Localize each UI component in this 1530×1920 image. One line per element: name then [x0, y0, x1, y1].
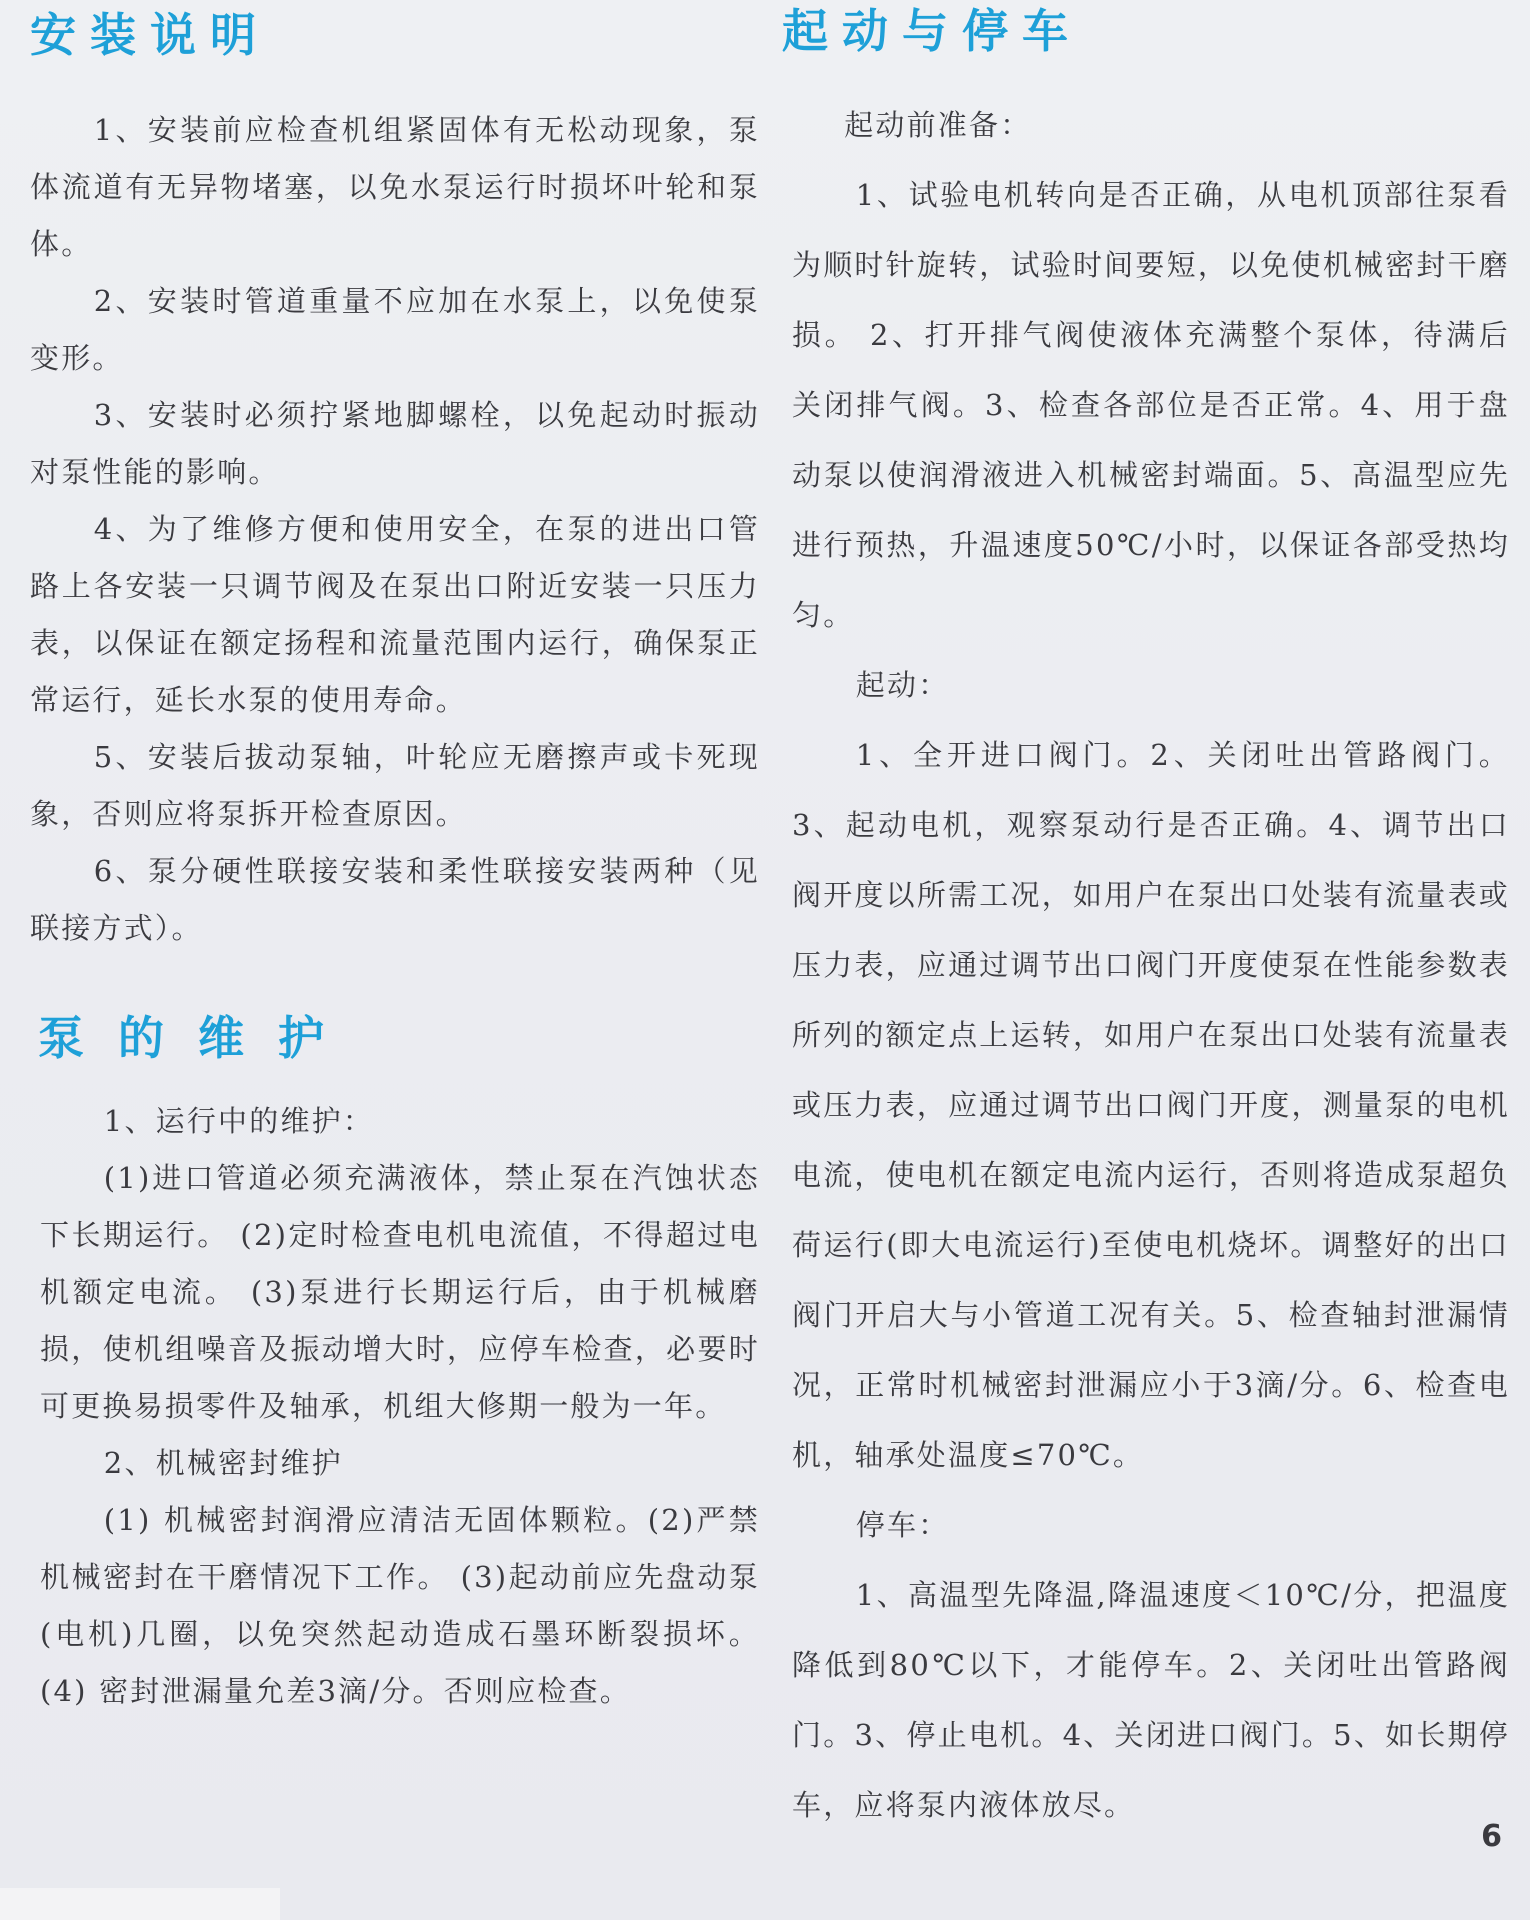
right-column: [782, 0, 1510, 1854]
installation-item-3: 3、安装时必须拧紧地脚螺栓，以免起动时振动对泵性能的影响。: [30, 398, 760, 489]
stop-label: 停车：: [855, 1508, 950, 1542]
installation-list: [30, 102, 760, 957]
startstop-sections: [792, 90, 1510, 1840]
installation-item-5: 5、安装后拔动泵轴，叶轮应无磨擦声或卡死现象，否则应将泵拆开检查原因。: [30, 740, 760, 831]
stop-text: 1、高温型先降温,降温速度＜10℃/分，把温度降低到80℃以下，才能停车。2、关闭吐出管路阀门。3、停止电机。4、关闭进口阀门。5、如长期停车，应将泵内液体放尽。: [792, 1578, 1510, 1822]
startstop-heading: 起动与停车: [782, 4, 1082, 58]
left-column: [30, 0, 760, 1720]
maintenance-section-1-text: (1)进口管道必须充满液体，禁止泵在汽蚀状态下长期运行。 (2)定时检查电机电流值，不得超过电机额定电流。 (3)泵进行长期运行后，由于机械磨损，使机组噪音及振动增大时，应停车检查，必要时可更换易损零件及轴承，机组大修期一般为一年。: [40, 1161, 760, 1423]
installation-item-2: 2、安装时管道重量不应加在水泵上，以免使泵变形。: [30, 284, 760, 375]
start-text: 1、全开进口阀门。2、关闭吐出管路阀门。3、起动电机，观察泵动行是否正确。4、调节出口阀开度以所需工况，如用户在泵出口处装有流量表或压力表，应通过调节出口阀门开度使泵在性能参数表所列的额定点上运转，如用户在泵出口处装有流量表或压力表，应通过调节出口阀门开度，测量泵的电机电流，使电机在额定电流内运行，否则将造成泵超负荷运行(即大电流运行)至使电机烧坏。调整好的出口阀门开启大与小管道工况有关。5、检查轴封泄漏情况，正常时机械密封泄漏应小于3滴/分。6、检查电机，轴承处温度≤70℃。: [792, 738, 1510, 1472]
maintenance-section-1-label: 1、运行中的维护：: [103, 1104, 375, 1138]
pre-start-label: 起动前准备：: [844, 108, 1032, 142]
installation-item-4: 4、为了维修方便和使用安全，在泵的进出口管路上各安装一只调节阀及在泵出口附近安装一只压力表，以保证在额定扬程和流量范围内运行，确保泵正常运行，延长水泵的使用寿命。: [30, 512, 760, 717]
bottom-shade: [0, 1888, 280, 1920]
installation-item-6: 6、泵分硬性联接安装和柔性联接安装两种（见联接方式）。: [30, 854, 760, 945]
page-number: 6: [1481, 1819, 1502, 1854]
installation-heading: 安装说明: [30, 8, 270, 62]
maintenance-section-2-label: 2、机械密封维护: [103, 1446, 343, 1480]
maintenance-sections: [40, 1093, 760, 1720]
start-label: 起动：: [855, 668, 950, 702]
maintenance-section-2-text: (1) 机械密封润滑应清洁无固体颗粒。(2)严禁机械密封在干磨情况下工作。 (3)起动前应先盘动泵 (电机)几圈，以免突然起动造成石墨环断裂损坏。 (4) 密封泄漏量允差3滴/分。否则应检查。: [40, 1503, 760, 1708]
maintenance-heading: 泵的维护: [38, 1011, 358, 1065]
installation-item-1: 1、安装前应检查机组紧固体有无松动现象，泵体流道有无异物堵塞，以免水泵运行时损坏叶轮和泵体。: [30, 113, 760, 261]
pre-start-text: 1、试验电机转向是否正确，从电机顶部往泵看为顺时针旋转，试验时间要短，以免使机械密封干磨损。 2、打开排气阀使液体充满整个泵体，待满后关闭排气阀。3、检查各部位是否正常。4、用于盘动泵以使润滑液进入机械密封端面。5、高温型应先进行预热，升温速度50℃/小时，以保证各部受热均匀。: [792, 178, 1510, 632]
